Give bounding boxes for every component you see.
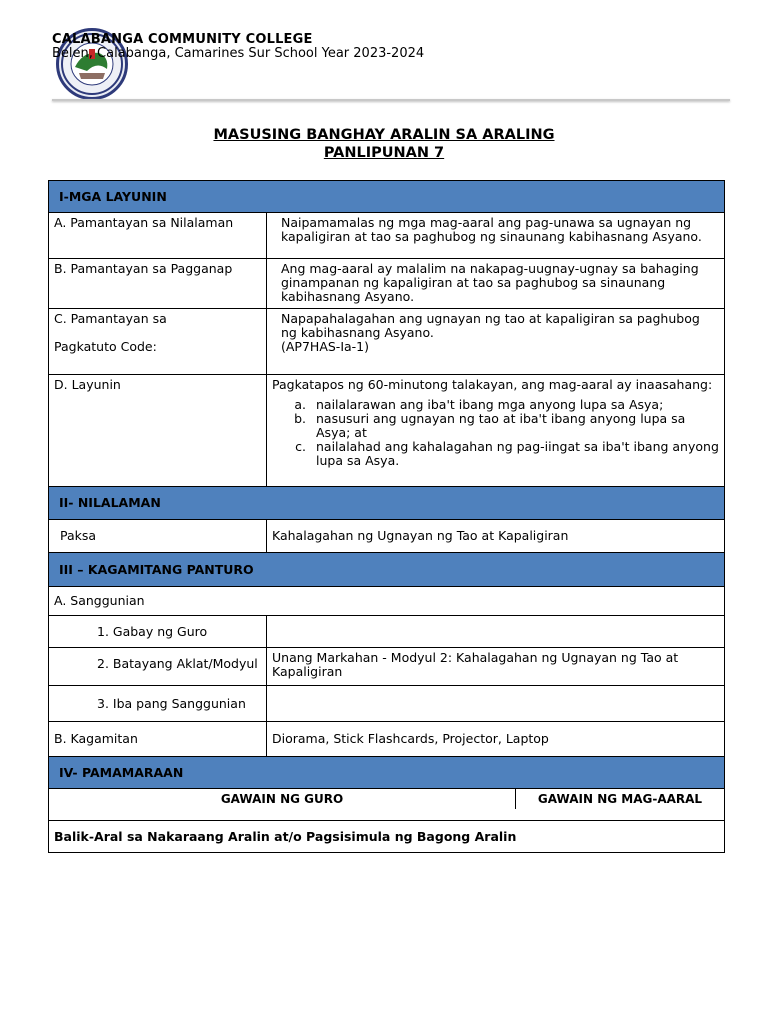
section-4-heading: IV- PAMAMARAAN bbox=[49, 757, 725, 789]
table-row bbox=[49, 648, 725, 686]
school-address: Belen, Calabanga, Camarines Sur School Year 2023-2024 bbox=[52, 46, 425, 61]
objectives-intro: Pagkatapos ng 60-minutong talakayan, ang mag-aaral ay inaasahang: bbox=[272, 377, 713, 392]
list-item: a. nailalarawan ang iba't ibang mga anyong lupa sa Asya; bbox=[310, 398, 719, 412]
list-item: c. nailalahad ang kahalagahan ng pag-iingat sa iba't ibang anyong lupa sa Asya. bbox=[310, 440, 719, 468]
school-name: CALABANGA COMMUNITY COLLEGE bbox=[52, 32, 313, 47]
table-row bbox=[49, 616, 725, 648]
row-label: 3. Iba pang Sanggunian bbox=[49, 686, 267, 722]
row-label bbox=[49, 309, 267, 375]
header-divider bbox=[52, 99, 730, 101]
activities-header-table bbox=[49, 789, 724, 809]
table-row bbox=[49, 309, 725, 375]
row-value: Kahalagahan ng Ugnayan ng Tao at Kapaligiran bbox=[267, 520, 725, 553]
table-row bbox=[49, 821, 725, 853]
row-c-label-line2: Pagkatuto Code: bbox=[54, 339, 157, 354]
sanggunian-label: A. Sanggunian bbox=[49, 587, 725, 616]
column-header-mag-aaral: GAWAIN NG MAG-AARAL bbox=[537, 792, 703, 806]
row-c-value: Napapahalagahan ang ugnayan ng tao at kapaligiran sa paghubog ng kabihasnang Asyano. bbox=[281, 311, 700, 340]
table-row bbox=[49, 259, 725, 309]
row-value bbox=[267, 309, 725, 375]
section-1-heading: I-MGA LAYUNIN bbox=[49, 181, 725, 213]
row-label: A. Pamantayan sa Nilalaman bbox=[49, 213, 267, 259]
row-value bbox=[267, 375, 725, 487]
objectives-list bbox=[272, 398, 719, 468]
lesson-plan-table bbox=[48, 180, 725, 853]
learning-code: (AP7HAS-Ia-1) bbox=[281, 339, 370, 354]
section-header-row bbox=[49, 487, 725, 520]
row-value: Naipamamalas ng mga mag-aaral ang pag-unawa sa ugnayan ng kapaligiran at tao sa paghubog ng sinaunang kabihasnang Asyano. bbox=[267, 213, 725, 259]
section-header-row bbox=[49, 181, 725, 213]
table-row bbox=[49, 686, 725, 722]
column-header-guro: GAWAIN NG GURO bbox=[49, 789, 516, 809]
row-value: Diorama, Stick Flashcards, Projector, Laptop bbox=[267, 722, 725, 757]
row-value bbox=[267, 686, 725, 722]
table-row bbox=[49, 213, 725, 259]
row-value bbox=[267, 616, 725, 648]
row-label: B. Kagamitan bbox=[49, 722, 267, 757]
row-label: D. Layunin bbox=[49, 375, 267, 487]
row-label: 1. Gabay ng Guro bbox=[49, 616, 267, 648]
page-title bbox=[0, 126, 768, 162]
section-3-heading: III – KAGAMITANG PANTURO bbox=[49, 553, 725, 587]
row-label: 2. Batayang Aklat/Modyul bbox=[49, 648, 267, 686]
row-c-label-line1: C. Pamantayan sa bbox=[54, 311, 167, 326]
table-row bbox=[49, 520, 725, 553]
table-row bbox=[49, 587, 725, 616]
table-row bbox=[49, 789, 725, 821]
row-label: Paksa bbox=[49, 520, 267, 553]
title-line-2: PANLIPUNAN 7 bbox=[323, 145, 445, 161]
row-value: Ang mag-aaral ay malalim na nakapag-uugnay-ugnay sa bahaging ginampanan ng kapaligiran at tao sa paghubog sa sinaunang kabihasnang Asyano. bbox=[267, 259, 725, 309]
row-label: B. Pamantayan sa Pagganap bbox=[49, 259, 267, 309]
row-value: Unang Markahan - Modyul 2: Kahalagahan ng Ugnayan ng Tao at Kapaligiran bbox=[267, 648, 725, 686]
section-2-heading: II- NILALAMAN bbox=[49, 487, 725, 520]
section-header-row bbox=[49, 553, 725, 587]
section-header-row bbox=[49, 757, 725, 789]
table-row bbox=[49, 722, 725, 757]
title-line-1: MASUSING BANGHAY ARALIN SA ARALING bbox=[213, 127, 555, 143]
list-item: b. nasusuri ang ugnayan ng tao at iba't ibang anyong lupa sa Asya; at bbox=[310, 412, 719, 440]
activities-header bbox=[49, 789, 725, 821]
table-row bbox=[49, 375, 725, 487]
balik-aral-heading: Balik-Aral sa Nakaraang Aralin at/o Pagsisimula ng Bagong Aralin bbox=[49, 821, 725, 853]
